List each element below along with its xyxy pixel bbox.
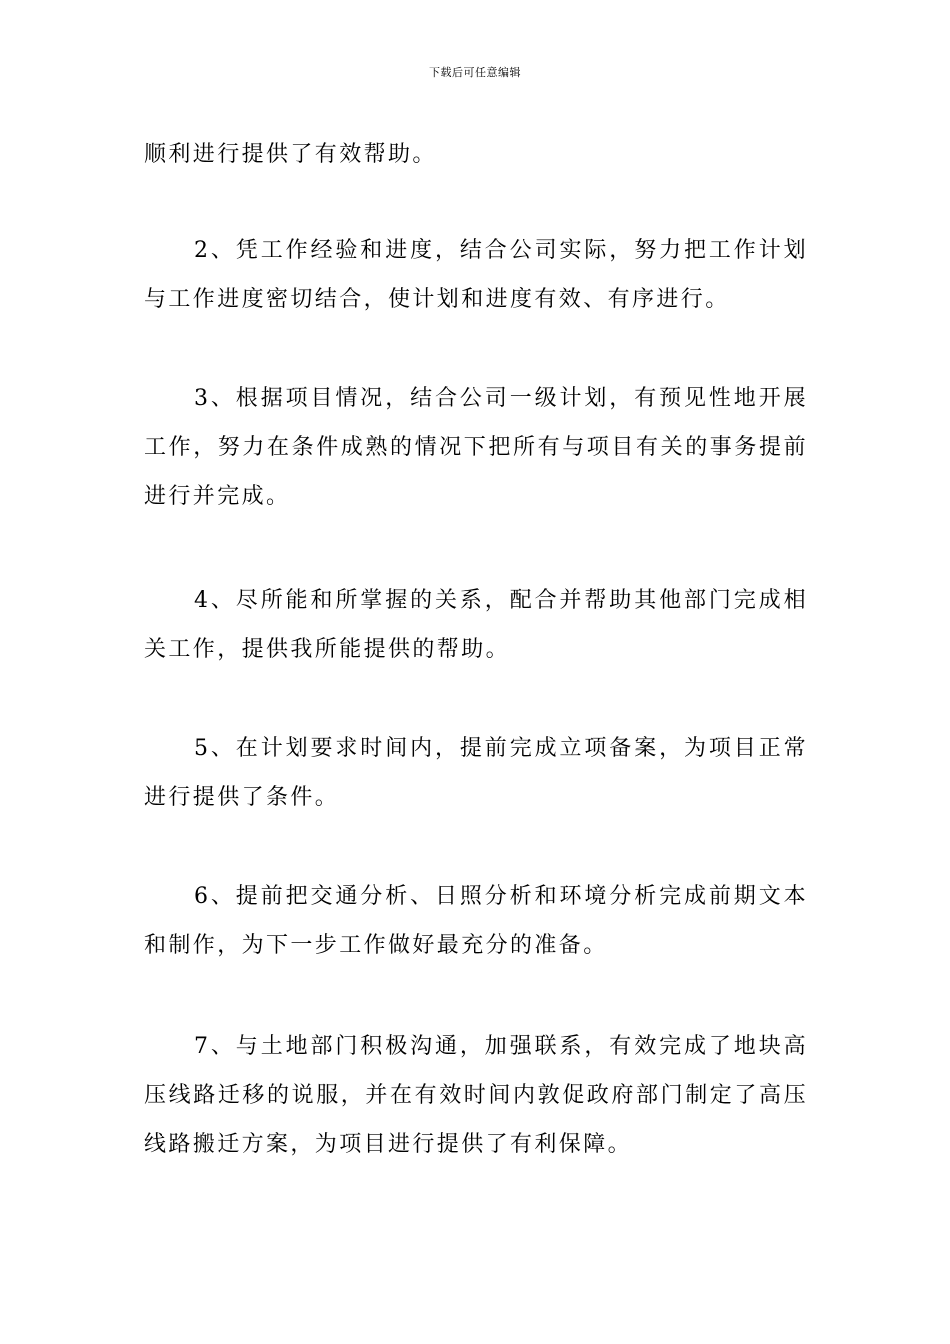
paragraph-item-4: [144, 576, 808, 674]
paragraph-text: 2、凭工作经验和进度，结合公司实际，努力把工作计划与工作进度密切结合，使计划和进度有效、有序进行。: [144, 238, 808, 312]
paragraph-item-5: [144, 724, 808, 822]
paragraph-text: 4、尽所能和所掌握的关系，配合并帮助其他部门完成相关工作，提供我所能提供的帮助。: [144, 588, 808, 662]
paragraph-item-2: [144, 226, 808, 324]
paragraph-item-3: [144, 374, 808, 521]
header-note: 下载后可任意编辑: [429, 66, 521, 79]
paragraph-text: 顺利进行提供了有效帮助。: [144, 142, 437, 167]
paragraph-text: 5、在计划要求时间内，提前完成立项备案，为项目正常进行提供了条件。: [144, 736, 808, 810]
paragraph-text: 7、与土地部门积极沟通，加强联系，有效完成了地块高压线路迁移的说服，并在有效时间内敦促政府部门制定了高压线路搬迁方案，为项目进行提供了有利保障。: [144, 1034, 808, 1157]
paragraph-text: 6、提前把交通分析、日照分析和环境分析完成前期文本和制作，为下一步工作做好最充分的准备。: [144, 884, 808, 958]
paragraph-item-7: [144, 1022, 808, 1169]
paragraph-continuation: [144, 130, 808, 179]
paragraph-item-6: [144, 872, 808, 970]
paragraph-text: 3、根据项目情况，结合公司一级计划，有预见性地开展工作，努力在条件成熟的情况下把所有与项目有关的事务提前进行并完成。: [144, 386, 808, 509]
